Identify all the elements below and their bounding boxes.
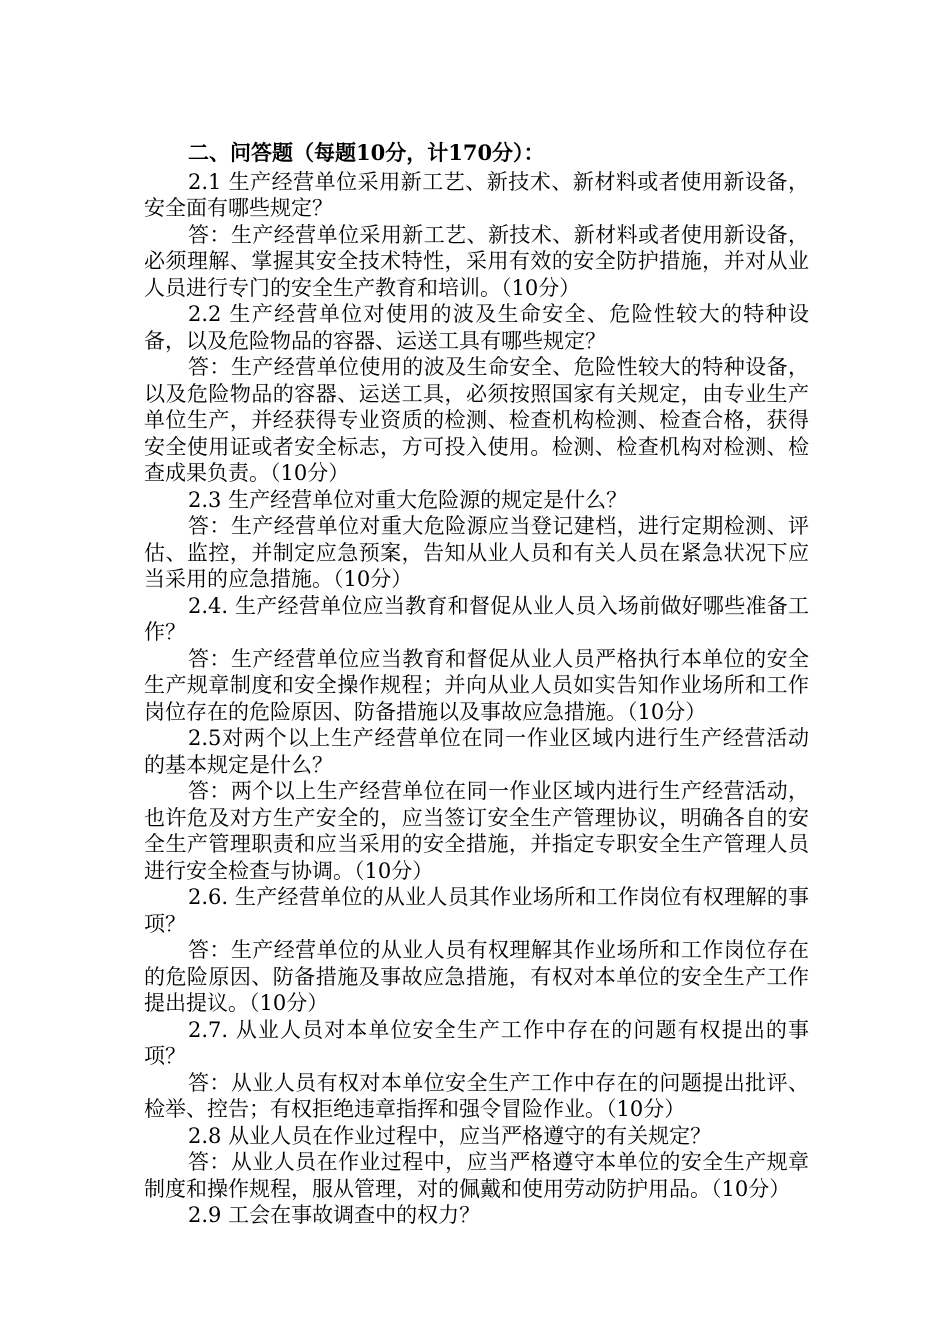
- answer-2-1: 答：生产经营单位采用新工艺、新技术、新材料或者使用新设备，必须理解、掌握其安全技术特性，采用有效的安全防护措施，并对从业人员进行专门的安全生产教育和培训。（10分）: [144, 222, 809, 300]
- answer-2-6: 答：生产经营单位的从业人员有权理解其作业场所和工作岗位存在的危险原因、防备措施及事故应急措施，有权对本单位的安全生产工作提出提议。（10分）: [144, 938, 809, 1015]
- question-2-8: 2.8 从业人员在作业过程中，应当严格遵守的有关规定？: [188, 1123, 712, 1148]
- document-page: [144, 140, 809, 1229]
- question-2-9: 2.9 工会在事故调查中的权力？: [188, 1203, 481, 1227]
- answer-2-5: 答：两个以上生产经营单位在同一作业区域内进行生产经营活动，也许危及对方生产安全的，应当签订安全生产管理协议，明确各自的安全生产管理职责和应当采用的安全措施，并指定专职安全生产管理人员进行安全检查与协调。（10分）: [144, 779, 809, 883]
- question-2-6: 2.6. 生产经营单位的从业人员其作业场所和工作岗位有权理解的事项？: [144, 885, 809, 936]
- answer-2-7: 答：从业人员有权对本单位安全生产工作中存在的问题提出批评、检举、控告；有权拒绝违章指挥和强令冒险作业。（10分）: [144, 1070, 809, 1121]
- question-2-3: 2.3 生产经营单位对重大危险源的规定是什么？: [188, 487, 628, 512]
- section-heading: 二、问答题（每题10分，计170分）：: [188, 140, 545, 165]
- answer-2-3: 答：生产经营单位对重大危险源应当登记建档，进行定期检测、评估、监控，并制定应急预案，告知从业人员和有关人员在紧急状况下应当采用的应急措施。（10分）: [144, 514, 809, 591]
- question-2-5: 2.5对两个以上生产经营单位在同一作业区域内进行生产经营活动的基本规定是什么？: [144, 726, 809, 777]
- question-2-2: 2.2 生产经营单位对使用的波及生命安全、危险性较大的特种设备，以及危险物品的容器、运送工具有哪些规定？: [144, 302, 809, 353]
- question-2-7: 2.7. 从业人员对本单位安全生产工作中存在的问题有权提出的事项？: [144, 1017, 809, 1068]
- answer-2-2: 答：生产经营单位使用的波及生命安全、危险性较大的特种设备，以及危险物品的容器、运送工具，必须按照国家有关规定，由专业生产单位生产，并经获得专业资质的检测、检查机构检测、检查合格，获得安全使用证或者安全标志，方可投入使用。检测、检查机构对检测、检查成果负责。（10分）: [144, 355, 809, 485]
- question-2-1: 2.1 生产经营单位采用新工艺、新技术、新材料或者使用新设备，安全面有哪些规定？: [144, 169, 809, 220]
- answer-2-8: 答：从业人员在作业过程中，应当严格遵守本单位的安全生产规章制度和操作规程，服从管理，对的佩戴和使用劳动防护用品。（10分）: [144, 1150, 809, 1201]
- answer-2-4: 答：生产经营单位应当教育和督促从业人员严格执行本单位的安全生产规章制度和安全操作规程；并向从业人员如实告知作业场所和工作岗位存在的危险原因、防备措施以及事故应急措施。（10分）: [144, 646, 809, 724]
- question-2-4: 2.4. 生产经营单位应当教育和督促从业人员入场前做好哪些准备工作？: [144, 593, 809, 644]
